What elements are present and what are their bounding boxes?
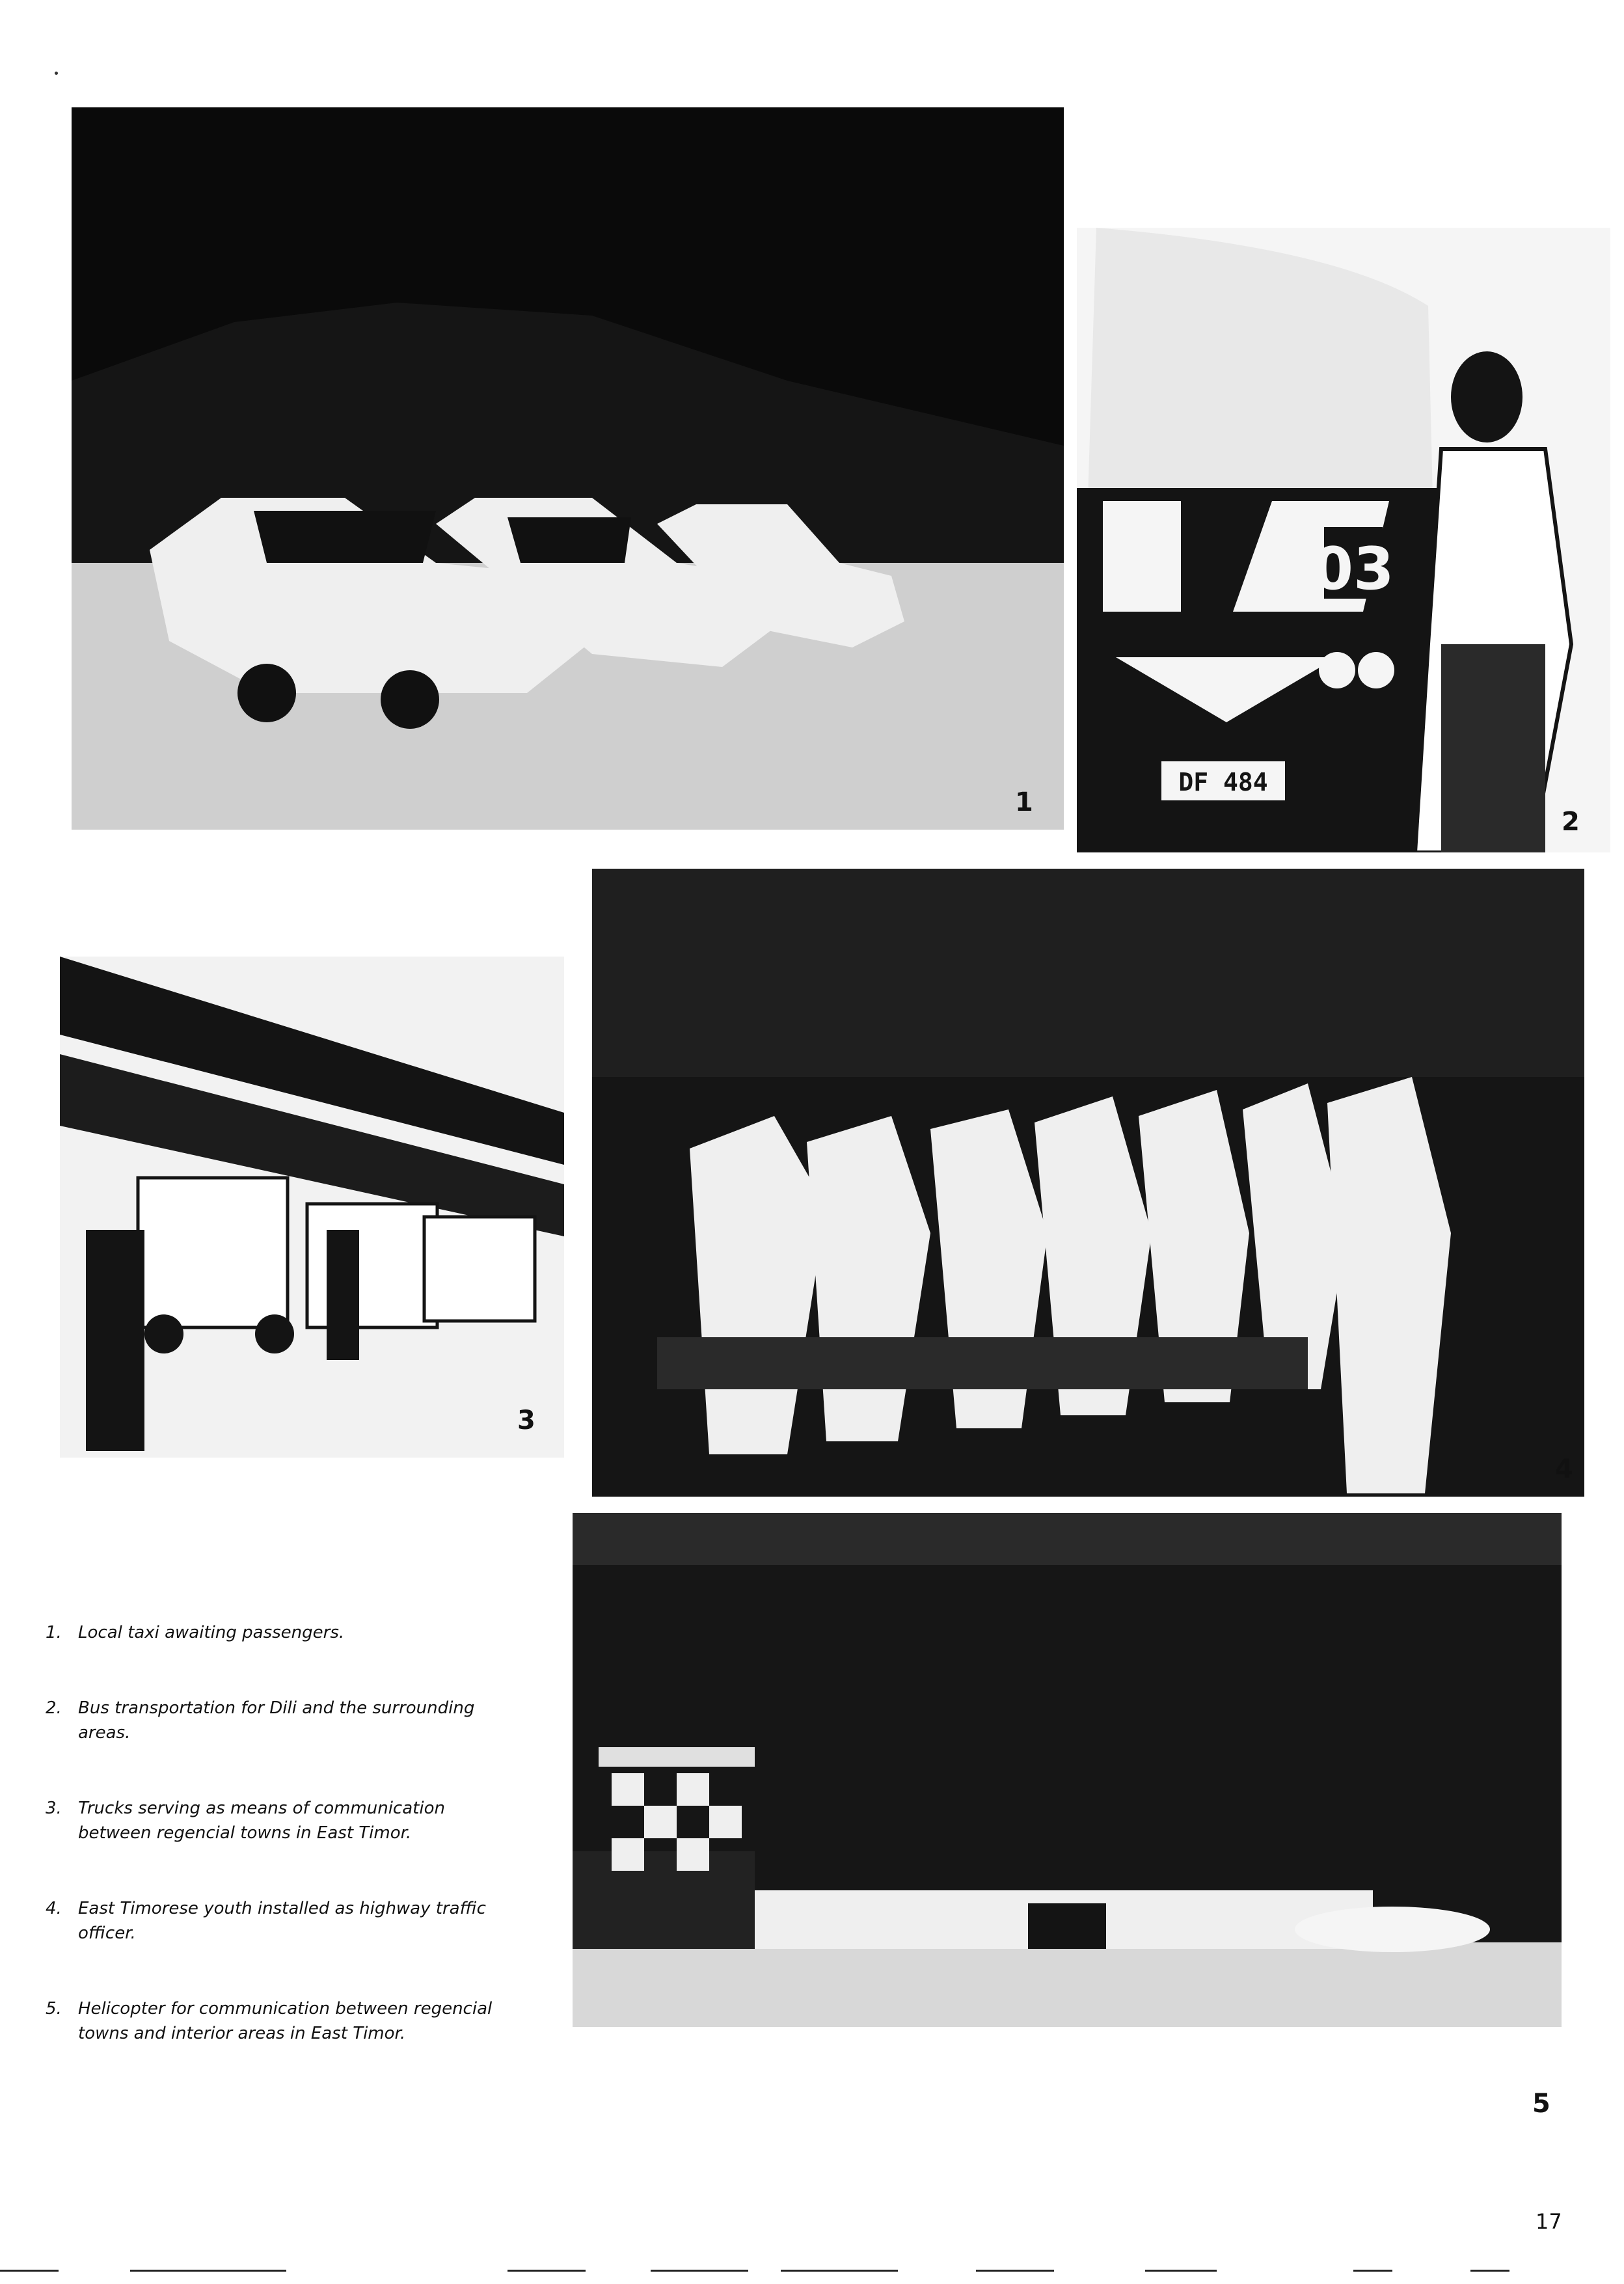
bottom-rule bbox=[1145, 2270, 1217, 2272]
caption-4 bbox=[39, 1896, 508, 1946]
caption-3 bbox=[39, 1796, 508, 1845]
bottom-rule bbox=[781, 2270, 898, 2272]
figure-number-1: 1 bbox=[1015, 787, 1033, 817]
plate-text: DF 484 bbox=[1178, 768, 1268, 796]
figure-number-2: 2 bbox=[1562, 807, 1580, 837]
photo-trucks bbox=[60, 957, 564, 1458]
bottom-rule bbox=[1353, 2270, 1392, 2272]
bottom-rule bbox=[130, 2270, 286, 2272]
caption-number: 4. bbox=[46, 1899, 62, 1918]
bottom-rule bbox=[976, 2270, 1054, 2272]
bottom-rule bbox=[508, 2270, 586, 2272]
photo-taxis bbox=[72, 107, 1064, 830]
bottom-rule bbox=[651, 2270, 748, 2272]
caption-5 bbox=[39, 1996, 508, 2046]
bus-number-text: 03 bbox=[1312, 535, 1394, 603]
photo-traffic-officers bbox=[592, 869, 1584, 1497]
caption-text: Trucks serving as means of communication between regencial towns in East Timor. bbox=[78, 1799, 445, 1843]
bottom-rule bbox=[0, 2270, 59, 2272]
caption-text: Local taxi awaiting passengers. bbox=[78, 1623, 345, 1642]
page-number: 17 bbox=[1536, 2209, 1562, 2234]
figure-number-4: 4 bbox=[1555, 1454, 1573, 1484]
caption-2 bbox=[39, 1696, 508, 1745]
bottom-rule bbox=[1470, 2270, 1509, 2272]
caption-text: East Timorese youth installed as highway traffic officer. bbox=[78, 1899, 486, 1943]
caption-text: Helicopter for communication between regencial towns and interior areas in East Timor. bbox=[78, 1999, 493, 2043]
caption-text: Bus transportation for Dili and the surrounding areas. bbox=[78, 1698, 475, 1743]
caption-number: 5. bbox=[46, 1999, 62, 2019]
caption-number: 3. bbox=[46, 1799, 62, 1818]
caption-number: 1. bbox=[46, 1623, 62, 1642]
print-speck bbox=[55, 72, 58, 75]
figure-number-3: 3 bbox=[517, 1406, 535, 1435]
photo-helicopter bbox=[573, 1513, 1562, 2027]
caption-1 bbox=[39, 1620, 508, 1645]
photo-bus bbox=[1077, 189, 1610, 852]
figure-number-5: 5 bbox=[1532, 2089, 1550, 2119]
caption-number: 2. bbox=[46, 1698, 62, 1718]
caption-list bbox=[39, 1620, 508, 2097]
